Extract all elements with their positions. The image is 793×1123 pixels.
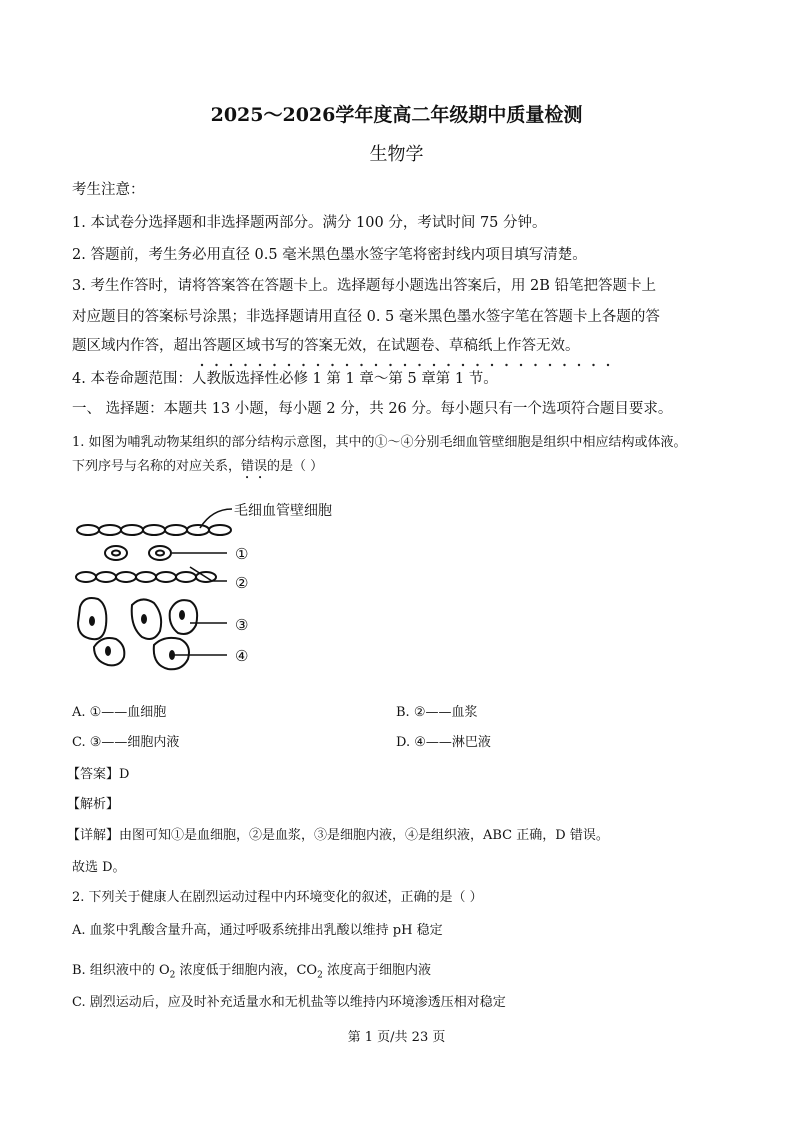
nucleus bbox=[89, 616, 95, 626]
q1-option-c: C. ③——细胞内液 bbox=[72, 735, 180, 750]
emphasis-dot bbox=[462, 364, 464, 366]
emphasis-dot bbox=[563, 364, 565, 366]
q1-conclusion: 故选 D。 bbox=[72, 860, 126, 875]
q1-option-d: D. ④——淋巴液 bbox=[396, 735, 491, 750]
emphasis-dot bbox=[447, 364, 449, 366]
emphasis-dot bbox=[244, 364, 246, 366]
capillary-cell-top bbox=[121, 525, 143, 535]
capillary-cell-bottom bbox=[156, 572, 176, 582]
q1-stem-line1: 1. 如图为哺乳动物某组织的部分结构示意图，其中的①～④分别毛细血管壁细胞是组织中相应结构或体液。 bbox=[72, 435, 687, 450]
capillary-cell-top bbox=[143, 525, 165, 535]
emphasis-dot bbox=[346, 364, 348, 366]
nucleus bbox=[179, 610, 185, 620]
notice-item-2: 2. 答题前，考生务必用直径 0.5 毫米黑色墨水签字笔将密封线内项目填写清楚。 bbox=[72, 247, 587, 263]
capillary-cell-bottom bbox=[76, 572, 96, 582]
emphasis-dot bbox=[288, 364, 290, 366]
blood-cell-center bbox=[112, 551, 120, 556]
emphasis-dot bbox=[534, 364, 536, 366]
emphasis-dot bbox=[607, 364, 609, 366]
capillary-cell-bottom bbox=[136, 572, 156, 582]
figure-label-capillary: 毛细血管壁细胞 bbox=[234, 503, 332, 519]
notice-heading: 考生注意： bbox=[72, 182, 145, 198]
capillary-cell-top bbox=[209, 525, 231, 535]
subject-title: 生物学 bbox=[369, 144, 424, 165]
q2-stem: 2. 下列关于健康人在剧烈运动过程中内环境变化的叙述，正确的是（ ） bbox=[72, 890, 483, 905]
nucleus bbox=[105, 646, 111, 656]
notice-item-1: 1. 本试卷分选择题和非选择题两部分。满分 100 分，考试时间 75 分钟。 bbox=[72, 215, 547, 231]
capillary-cell-bottom bbox=[176, 572, 196, 582]
emphasis-dot bbox=[331, 364, 333, 366]
figure-label-3: ③ bbox=[235, 616, 249, 634]
q1-stem-line2 bbox=[72, 455, 323, 482]
emphasis-dot bbox=[389, 364, 391, 366]
emphasis-dot bbox=[215, 364, 217, 366]
emphasis-dot bbox=[520, 364, 522, 366]
capillary-cell-top bbox=[165, 525, 187, 535]
notice-item-3-cont-2: 题区域内作答，超出答题区域书写的答案无效，在试题卷、草稿纸上作答无效。 bbox=[72, 338, 580, 354]
exam-title: 2025～2026学年度高二年级期中质量检测 bbox=[210, 104, 583, 126]
q2-option-c: C. 剧烈运动后，应及时补充适量水和无机盐等以维持内环境渗透压相对稳定 bbox=[72, 995, 506, 1010]
emphasis-dot bbox=[375, 364, 377, 366]
emphasis-dot bbox=[201, 364, 203, 366]
emphasis-dot bbox=[578, 364, 580, 366]
figure-label-2: ② bbox=[235, 574, 249, 592]
q1-answer: 【答案】D bbox=[67, 767, 130, 782]
blood-cell-center bbox=[156, 551, 164, 556]
emphasis-dot bbox=[360, 364, 362, 366]
q2-option-b-pre: B. 组织液中的 O bbox=[72, 963, 170, 978]
figure-label-1: ① bbox=[235, 545, 249, 563]
q2-option-b bbox=[72, 959, 431, 981]
blood-cell bbox=[105, 546, 127, 560]
q2-option-b-sub1: 2 bbox=[169, 970, 176, 981]
emphasis-dot bbox=[592, 364, 594, 366]
notice-item-4: 4. 本卷命题范围：人教版选择性必修 1 第 1 章～第 5 章第 1 节。 bbox=[72, 371, 498, 387]
q1-figure bbox=[72, 495, 392, 685]
q1-option-a: A. ①——血细胞 bbox=[72, 705, 167, 720]
q1-option-b: B. ②——血浆 bbox=[396, 705, 478, 720]
emphasis-dot bbox=[404, 364, 406, 366]
tissue-diagram bbox=[72, 495, 392, 685]
capillary-cell-top bbox=[99, 525, 121, 535]
q2-option-a: A. 血浆中乳酸含量升高，通过呼吸系统排出乳酸以维持 pH 稳定 bbox=[72, 923, 443, 938]
page-footer: 第 1 页/共 23 页 bbox=[347, 1030, 446, 1045]
emphasis-dot bbox=[230, 364, 232, 366]
q1-stem-part-a: 下列序号与名称的对应关系， bbox=[72, 459, 242, 474]
notice-item-3: 3. 考生作答时，请将答案答在答题卡上。选择题每小题选出答案后，用 2B 铅笔把答题卡上 bbox=[72, 278, 657, 294]
figure-label-4: ④ bbox=[235, 647, 249, 665]
q1-stem-part-b: 的是（ ） bbox=[267, 459, 324, 474]
emphasis-dot bbox=[418, 364, 420, 366]
capillary-cell-bottom bbox=[96, 572, 116, 582]
emphasis-dot bbox=[302, 364, 304, 366]
emphasis-dot bbox=[433, 364, 435, 366]
emphasis-dot bbox=[317, 364, 319, 366]
q1-analysis: 【解析】 bbox=[67, 797, 120, 812]
emphasis-dot bbox=[491, 364, 493, 366]
capillary-cell-bottom bbox=[116, 572, 136, 582]
nucleus bbox=[141, 614, 147, 624]
q2-option-b-mid: 浓度低于细胞内液，CO bbox=[175, 963, 318, 978]
blood-cell bbox=[149, 546, 171, 560]
emphasis-dot bbox=[549, 364, 551, 366]
emphasis-dot bbox=[273, 364, 275, 366]
emphasis-dot bbox=[259, 364, 261, 366]
q2-option-b-post: 浓度高于细胞内液 bbox=[322, 963, 431, 978]
emphasis-dot bbox=[505, 364, 507, 366]
section-heading: 一、 选择题：本题共 13 小题，每小题 2 分，共 26 分。每小题只有一个选项符合题目要求。 bbox=[72, 401, 673, 417]
q1-detail: 【详解】由图可知①是血细胞，②是血浆，③是细胞内液，④是组织液，ABC 正确，D 错误。 bbox=[67, 828, 609, 843]
q1-stem-emphasis: 错误 bbox=[241, 459, 268, 474]
q2-option-b-sub2: 2 bbox=[317, 970, 323, 981]
notice-item-3-cont: 对应题目的答案标号涂黑；非选择题请用直径 0. 5 毫米黑色墨水签字笔在答题卡上各题的答 bbox=[72, 309, 660, 325]
capillary-cell-top bbox=[77, 525, 99, 535]
emphasis-dots bbox=[198, 352, 618, 356]
capillary-cell-top bbox=[187, 525, 209, 535]
emphasis-dot bbox=[476, 364, 478, 366]
